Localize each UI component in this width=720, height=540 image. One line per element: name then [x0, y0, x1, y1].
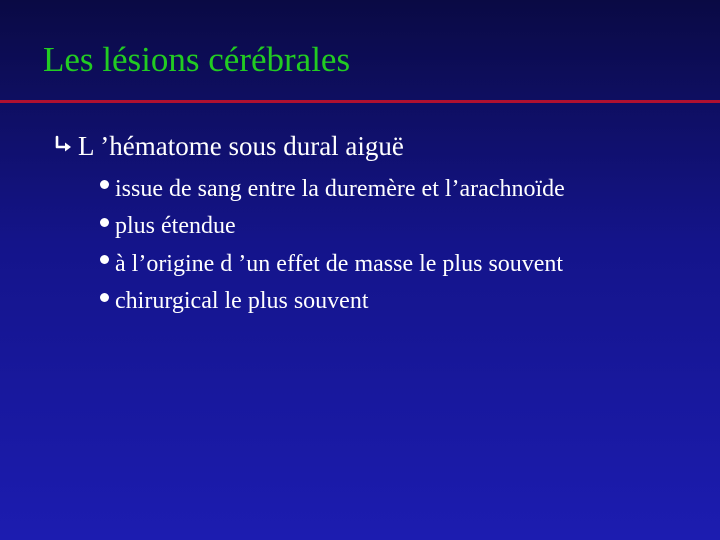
list-item — [100, 208, 565, 246]
sub-point-text: issue de sang entre la duremère et l’arachnoïde — [115, 175, 565, 202]
sub-point-text: plus étendue — [115, 213, 236, 240]
sub-point-text: à l’origine d ’un effet de masse le plus souvent — [115, 250, 564, 277]
arrow-bullet-icon — [53, 134, 77, 158]
dot-bullet-icon — [100, 218, 109, 227]
dot-bullet-icon — [100, 180, 109, 189]
dot-bullet-icon — [100, 255, 109, 264]
slide-title: Les lésions cérébrales — [43, 40, 351, 79]
list-item — [100, 283, 565, 321]
sub-point-list — [100, 170, 565, 320]
main-point-text: L ’hématome sous dural aiguë — [78, 131, 404, 161]
sub-point-text: chirurgical le plus souvent — [115, 288, 369, 315]
main-point — [53, 128, 404, 164]
list-item — [100, 170, 565, 208]
list-item — [100, 245, 565, 283]
title-divider — [0, 100, 720, 103]
dot-bullet-icon — [100, 293, 109, 302]
